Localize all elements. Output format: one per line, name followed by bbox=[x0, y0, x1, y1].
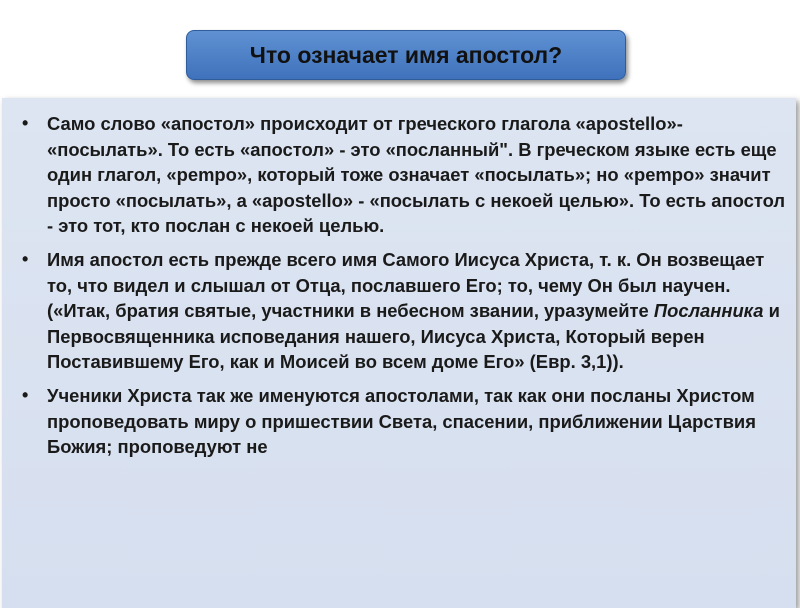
bullet-item bbox=[2, 247, 796, 375]
bullet-marker: • bbox=[22, 384, 29, 405]
slide-title: Что означает имя апостол? bbox=[249, 41, 563, 68]
bullet-text-segment: и Первосвященника исповедания нашего, Иисуса Христа, Который верен Поставившему Его, как и Моисей во всем доме Его» (Евр. 3,1)). bbox=[47, 300, 780, 373]
bullet-item bbox=[2, 383, 796, 460]
bullet-list bbox=[2, 98, 796, 460]
bullet-marker: • bbox=[22, 248, 29, 269]
slide-title-box bbox=[186, 30, 626, 80]
bullet-text-segment: Само слово «апостол» происходит от греческого глагола «apostello»- «посылать». То есть «апостол» - это «посланный". В греческом языке есть еще один глагол, «pempo», который тоже означает «посылать»; но «pempo» значит просто «посылать», а «apostello» - «посылать с некоей целью». То есть апостол - это тот, кто послан с некоей целью. bbox=[47, 113, 786, 237]
bullet-text-segment: Ученики Христа так же именуются апостолами, так как они посланы Христом проповедовать миру о пришествии Света, спасении, приближении Царствия Божия; проповедуют не bbox=[47, 384, 756, 458]
slide-content-box bbox=[2, 98, 796, 608]
bullet-text-segment: Имя апостол есть прежде всего имя Самого Иисуса Христа, т. к. Он возвещает то, что видел и слышал от Отца, пославшего Его; то, чему Он был научен. («Итак, братия святые, участники в небесном звании, уразумейте bbox=[47, 248, 765, 322]
bullet-text-italic: Посланника bbox=[653, 300, 764, 322]
bullet-marker: • bbox=[22, 113, 29, 133]
bullet-item bbox=[2, 111, 796, 239]
